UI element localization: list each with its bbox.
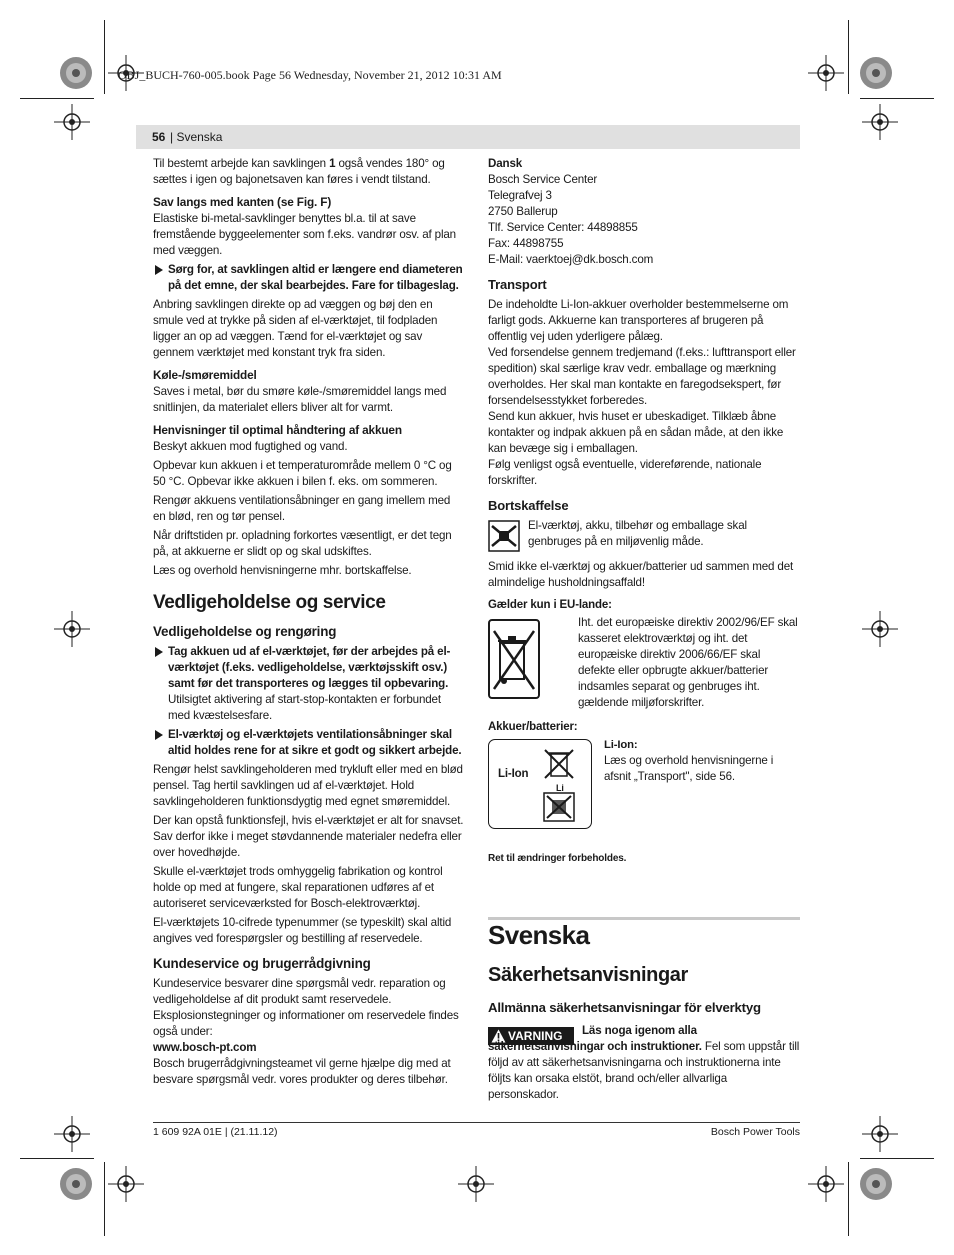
paragraph: Læs og overhold henvisningerne i afsnit „Transport", side 56. — [604, 754, 774, 783]
right-column — [488, 156, 800, 867]
paragraph: Send kun akkuer, hvis huset er ubeskadiget. Tilklæb åbne kontakter og indpak akkuen på en sådan måde, at den ikke kan bevæge sig i emballagen. — [488, 410, 784, 455]
crop-mark-4 — [862, 104, 898, 140]
bullet-triangle-icon — [155, 730, 163, 740]
crop-mark-11 — [458, 1166, 494, 1202]
registration-mark-bottom-left — [58, 1166, 94, 1202]
reserved-note: Ret til ændringer forbeholdes. — [488, 853, 627, 864]
paragraph: El-værktøjets 10-cifrede typenummer (se typeskilt) skal altid angives ved forespørgsler og bestilling af reservedele. — [153, 916, 452, 945]
crop-line-right-hb — [860, 1158, 934, 1159]
paragraph: Saves i metal, bør du smøre køle-/smøremiddel langs med snitlinjen, da materialet ellers bliver alt for varmt. — [153, 385, 447, 414]
bullet-triangle-icon — [155, 647, 163, 657]
recycle-battery-icon — [543, 792, 575, 822]
paragraph: Rengør akkuens ventilationsåbninger en gang imellem med en blød, ren og tør pensel. — [153, 494, 451, 523]
paragraph: Anbring savklingen direkte op ad væggen og bøj den en smule ved at trykke på siden af el-værktøjet, til fodpladen ligger an op ad væggen. Tænd for el-værktøjet og sav gennem værktøjet med konstant tryk fra siden. — [153, 298, 438, 359]
crop-line-left-h — [20, 98, 94, 99]
website-link[interactable]: www.bosch-pt.com — [153, 1041, 257, 1054]
eu-block — [488, 615, 800, 713]
crop-mark-8 — [862, 1116, 898, 1152]
bullet-warning: El-værktøj og el-værktøjets ventilationsåbninger skal altid holdes rene for at sikre et godt og sikkert arbejde. — [153, 727, 465, 759]
battery-block — [488, 737, 800, 833]
battery-bin-icon — [541, 746, 577, 782]
section-heading: Vedligeholdelse og service — [153, 592, 386, 613]
subheading: Akkuer/batterier: — [488, 721, 578, 733]
footer-doc-number: 1 609 92A 01E | (21.11.12) — [153, 1126, 278, 1138]
page-header-bar — [136, 125, 800, 149]
bullet-triangle-icon — [155, 265, 163, 275]
paragraph: Ved forsendelse gennem tredjemand (f.eks.: lufttransport eller spedition) skal særlige krav vedr. emballage og mærkning overholdes. Her skal man kontakte en faregodsekspert, før forsendelsesstykket forberedes. — [488, 346, 796, 407]
recycle-icon — [488, 520, 520, 552]
email-line: E-Mail: vaerktoej@dk.bosch.com — [488, 253, 654, 266]
paragraph: Følg venligst også eventuelle, videreførende, nationale forskrifter. — [488, 458, 762, 487]
liion-title: Li-Ion: — [604, 739, 638, 751]
crossed-bin-icon — [488, 619, 540, 699]
paragraph: Iht. det europæiske direktiv 2002/96/EF skal kasseret elektroværktøj og iht. det europæiske direktiv 2006/66/EF skal defekte eller opbrugte akkuer/batterier indsamles separat og genbruges iht. gældende miljøforskrifter. — [578, 616, 798, 709]
address-line: Telegrafvej 3 — [488, 189, 552, 202]
crop-line-left-b — [104, 1162, 105, 1236]
liion-symbol-box — [488, 739, 592, 829]
paragraph: Rengør helst savklingeholderen med trykluft eller med en blød pensel. Tag hertil savklingen ud af el-værktøjet. Hold savklingeholderen funktionsdygtig med egnet smøremiddel. — [153, 763, 463, 808]
paragraph: Smid ikke el-værktøj og akkuer/batterier ud sammen med det almindelige husholdningsaffald! — [488, 560, 794, 589]
language-title: Svenska — [488, 920, 590, 950]
paragraph: Når driftstiden pr. opladning forkortes væsentligt, er det tegn på, at akkuerne er slidt op og skal udskiftes. — [153, 529, 452, 558]
subheading: Gælder kun i EU-lande: — [488, 599, 612, 611]
paragraph: Beskyt akkuen mod fugtighed og vand. — [153, 440, 348, 453]
crop-mark-6 — [862, 611, 898, 647]
li-small-label: Li — [556, 783, 564, 793]
paragraph: De indeholdte Li-Ion-akkuer overholder bestemmelserne om farligt gods. Akkuerne kan transporteres af brugeren på offentlig vej uden yderligere pålæg. — [488, 298, 789, 343]
country-heading: Dansk — [488, 157, 523, 170]
address-line: 2750 Ballerup — [488, 205, 558, 218]
address-line: Fax: 44898755 — [488, 237, 564, 250]
crop-line-left-hb — [20, 1158, 94, 1159]
crop-line-right-h — [860, 98, 934, 99]
subsection-heading: Vedligeholdelse og rengøring — [153, 624, 337, 639]
registration-mark-top-left — [58, 55, 94, 91]
crop-line-right-b — [848, 1162, 849, 1236]
paragraph: Der kan opstå funktionsfejl, hvis el-værktøjet er alt for snavset. Sav derfor ikke i meget støvdannende materialer nedefra eller over hovedhøjde. — [153, 814, 464, 859]
paragraph: Opbevar kun akkuen i et temperaturområde mellem 0 °C og 50 °C. Opbevar ikke akkuen i bilen f. eks. om sommeren. — [153, 459, 452, 488]
recycle-block — [488, 518, 800, 556]
registration-mark-bottom-right — [858, 1166, 894, 1202]
subsection-heading: Transport — [488, 277, 547, 292]
crop-mark-7 — [54, 1116, 90, 1152]
crop-line-right — [848, 20, 849, 94]
address-line: Tlf. Service Center: 44898855 — [488, 221, 638, 234]
paragraph: El-værktøj, akku, tilbehør og emballage skal genbruges på en miljøvenlig måde. — [528, 519, 747, 548]
left-column — [153, 156, 465, 1088]
crop-mark-3 — [54, 104, 90, 140]
running-header: OBJ_BUCH-760-005.book Page 56 Wednesday, November 21, 2012 10:31 AM — [118, 68, 502, 82]
crop-mark-10 — [808, 1166, 844, 1202]
liion-label: Li-Ion — [498, 768, 529, 780]
registration-mark-top-right — [858, 55, 894, 91]
address-line: Bosch Service Center — [488, 173, 598, 186]
paragraph: Skulle el-værktøjet trods omhyggelig fabrikation og kontrol holde op med at fungere, skal reparationen udføres af et autoriseret serviceværksted for Bosch-elektroværktøj. — [153, 865, 443, 910]
paragraph: Kundeservice besvarer dine spørgsmål vedr. reparation og vedligeholdelse af dit produkt samt reservedele. Eksplosionstegninger og informationer om reservedele findes også under: — [153, 977, 459, 1038]
footer-rule — [153, 1122, 800, 1123]
footer-brand: Bosch Power Tools — [710, 1126, 800, 1138]
subsection-heading: Kundeservice og brugerrådgivning — [153, 956, 371, 971]
paragraph: Bosch brugerrådgivningsteamet vil gerne hjælpe dig med at besvare spørgsmål vedr. vores produkter og deres tilbehør. — [153, 1057, 451, 1086]
crop-mark-2 — [808, 55, 844, 91]
crop-mark-5 — [54, 611, 90, 647]
warning-label: VARNING — [508, 1029, 563, 1043]
subheading: Køle-/smøremiddel — [153, 368, 257, 382]
warning-text: Läs noga igenom alla säkerhetsanvisningar och instruktioner. Fel som uppstår till följd av att säkerhetsanvisningarna och instruktionerna inte följts kan orsaka elstöt, brand och/eller allvarliga personskador. — [488, 1024, 800, 1101]
paragraph: Elastiske bi-metal-savklinger benyttes bl.a. til at save fremstående byggeelementer som f.eks. vandrør osv. af plan med væggen. — [153, 212, 456, 257]
crop-line-left — [104, 20, 105, 94]
page-number: 56 — [152, 130, 166, 144]
subheading: Henvisninger til optimal håndtering af akkuen — [153, 423, 402, 437]
subheading: Sav langs med kanten (se Fig. F) — [153, 195, 332, 209]
paragraph: Læs og overhold henvisningerne mhr. bortskaffelse. — [153, 564, 412, 577]
section-heading: Säkerhetsanvisningar — [488, 964, 688, 986]
paragraph: Til bestemt arbejde kan savklingen 1 også vendes 180° og sættes i igen og bajonetsaven kan føres i vendt tilstand. — [153, 157, 445, 186]
bullet-warning: Sørg for, at savklingen altid er længere end diameteren på det emne, der skal bearbejdes. Fare for tilbageslag. — [153, 262, 465, 294]
subsection-heading: Allmänna säkerhetsanvisningar för elverktyg — [488, 1000, 761, 1015]
page-language: | Svenska — [170, 130, 223, 144]
bullet-warning: Tag akkuen ud af el-værktøjet, før der arbejdes på el-værktøjet (f.eks. vedligeholdelse, værktøjsskift osv.) samt før det transporteres og lægges til opbevaring. Utilsigtet aktivering af start-stop-kontakten er forbundet med kvæstelsesfare. — [153, 644, 465, 724]
subsection-heading: Bortskaffelse — [488, 498, 569, 513]
crop-mark-9 — [108, 1166, 144, 1202]
